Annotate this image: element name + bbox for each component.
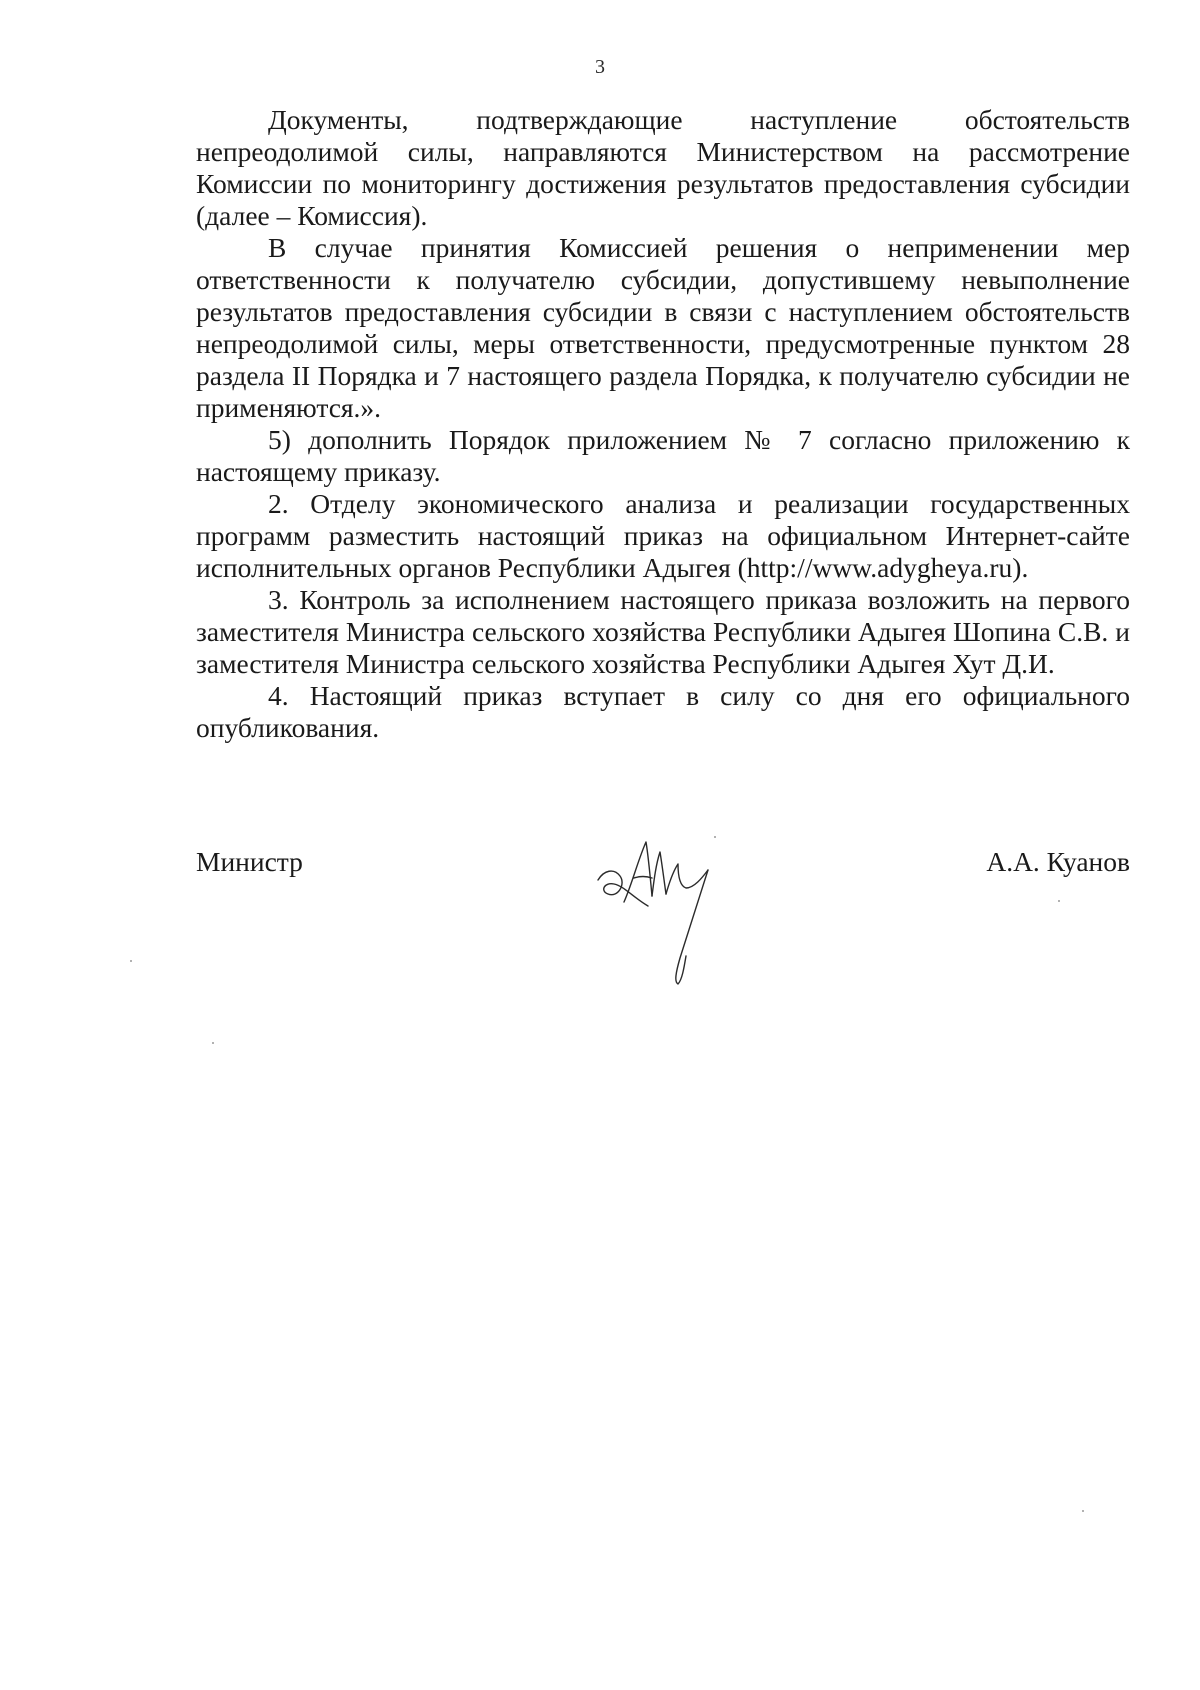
paragraph-effective-date: 4. Настоящий приказ вступает в силу со дня его официального опубликования. — [196, 680, 1130, 743]
scan-speck — [130, 960, 132, 962]
paragraph-appendix-7: 5) дополнить Порядок приложением № 7 согласно приложению к настоящему приказу. — [196, 424, 1130, 487]
signatory-name: А.А. Куанов — [986, 846, 1130, 877]
paragraph-force-majeure-documents: Документы, подтверждающие наступление обстоятельств непреодолимой силы, направляются Министерством на рассмотрение Комиссии по мониторингу достижения результатов предоставления субсидии (далее – Комиссия). — [196, 104, 1130, 231]
handwritten-signature — [590, 840, 740, 990]
signatory-title: Министр — [196, 846, 303, 877]
scan-speck — [714, 836, 716, 838]
paragraph-control: 3. Контроль за исполнением настоящего приказа возложить на первого заместителя Министра сельского хозяйства Республики Адыгея Шопина С.В. и заместителя Министра сельского хозяйства Республики Адыгея Хут Д.И. — [196, 584, 1130, 679]
paragraph-commission-decision: В случае принятия Комиссией решения о неприменении мер ответственности к получателю субсидии, допустившему невыполнение результатов предоставления субсидии в связи с наступлением обстоятельств непреодолимой силы, меры ответственности, предусмотренные пунктом 28 раздела II Порядка и 7 настоящего раздела Порядка, к получателю субсидии не применяются.». — [196, 232, 1130, 423]
paragraph-publication-order: 2. Отделу экономического анализа и реализации государственных программ разместить настоящий приказ на официальном Интернет-сайте исполнительных органов Республики Адыгея (http://www.adygheya.ru). — [196, 488, 1130, 583]
page-number: 3 — [595, 56, 605, 78]
scan-speck — [1082, 1510, 1084, 1512]
document-body — [196, 104, 1130, 744]
scan-speck — [212, 1042, 214, 1044]
scan-speck — [1058, 900, 1060, 902]
